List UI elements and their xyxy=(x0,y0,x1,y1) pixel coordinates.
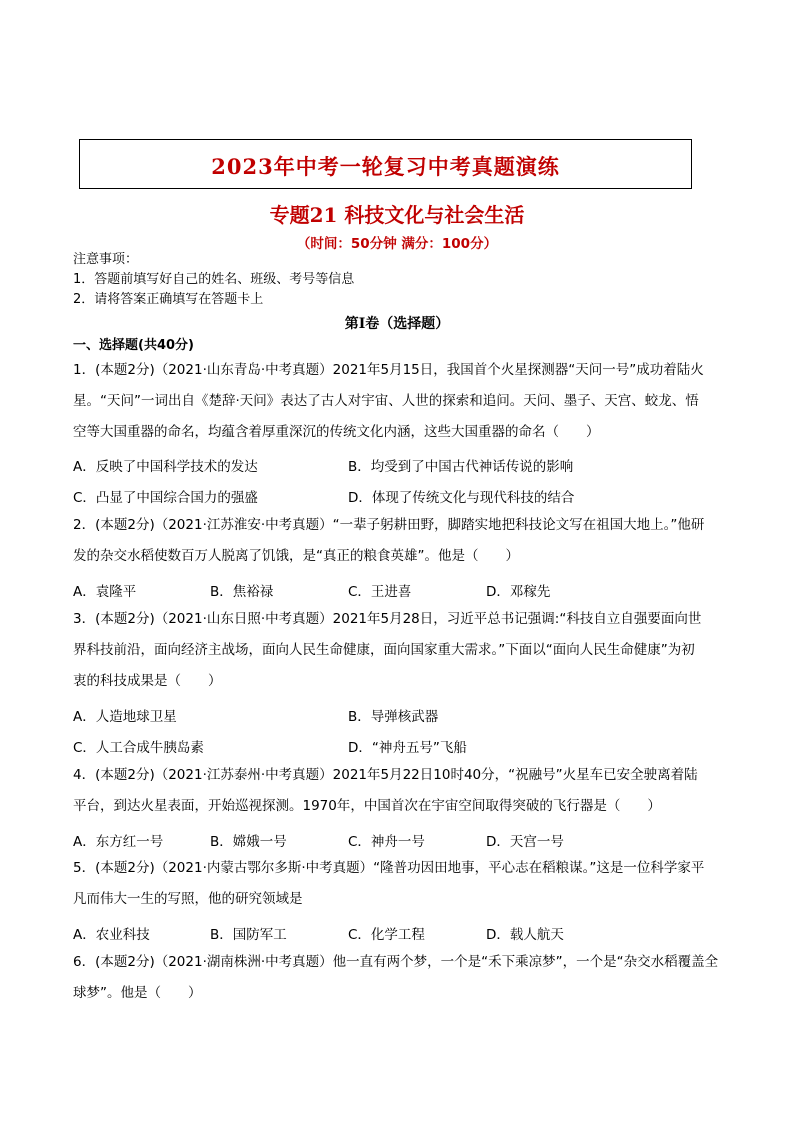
option-a[interactable]: A．袁隆平 xyxy=(73,584,137,600)
option-b[interactable]: B．导弹核武器 xyxy=(348,709,439,725)
question-line: 5．(本题2分)（2021·内蒙古鄂尔多斯·中考真题）“隆普功因田地事，平心志在稻粮谋。”这是一位科学家平 xyxy=(73,860,705,876)
option-b[interactable]: B．均受到了中国古代神话传说的影响 xyxy=(348,459,574,475)
question-line: 1．(本题2分)（2021·山东青岛·中考真题）2021年5月15日，我国首个火星探测器“天问一号”成功着陆火 xyxy=(73,362,704,378)
question-5 xyxy=(73,853,723,915)
time-info: （时间：50分钟 满分：100分） xyxy=(296,236,498,252)
option-a[interactable]: A．农业科技 xyxy=(73,927,150,943)
question-line: 凡而伟大一生的写照，他的研究领域是 xyxy=(73,891,303,907)
question-3 xyxy=(73,604,723,697)
option-d[interactable]: D．天宫一号 xyxy=(486,834,564,850)
notice-item: 1．答题前填写好自己的姓名、班级、考号等信息 xyxy=(73,272,355,287)
question-line: 发的杂交水稻使数百万人脱离了饥饿，是“真正的粮食英雄”。他是（ ） xyxy=(73,548,519,564)
question-line: 衷的科技成果是（ ） xyxy=(73,673,222,689)
option-d[interactable]: D．“神舟五号”飞船 xyxy=(348,740,467,756)
option-d[interactable]: D．邓稼先 xyxy=(486,584,551,600)
question-line: 星。“天问”一词出自《楚辞·天问》表达了古人对宇宙、人世的探索和追问。天问、墨子、天宫、蛟龙、悟 xyxy=(73,393,699,409)
question-line: 2．(本题2分)（2021·江苏淮安·中考真题）“一辈子躬耕田野，脚踏实地把科技论文写在祖国大地上。”他研 xyxy=(73,517,705,533)
page-title: 2023年中考一轮复习中考真题演练 xyxy=(211,154,560,179)
option-c[interactable]: C．化学工程 xyxy=(348,927,425,943)
question-2 xyxy=(73,510,723,572)
question-line: 平台，到达火星表面，开始巡视探测。1970年，中国首次在宇宙空间取得突破的飞行器是（ ） xyxy=(73,798,661,814)
question-line: 4．(本题2分)（2021·江苏泰州·中考真题）2021年5月22日10时40分，“祝融号”火星车已安全驶离着陆 xyxy=(73,767,698,783)
notice-heading: 注意事项： xyxy=(73,252,139,267)
option-c[interactable]: C．人工合成牛胰岛素 xyxy=(73,740,204,756)
option-c[interactable]: C．凸显了中国综合国力的强盛 xyxy=(73,490,258,506)
option-a[interactable]: A．反映了中国科学技术的发达 xyxy=(73,459,258,475)
part-title: 第I卷（选择题） xyxy=(344,316,450,332)
question-line: 空等大国重器的命名，均蕴含着厚重深沉的传统文化内涵，这些大国重器的命名（ ） xyxy=(73,424,600,440)
option-b[interactable]: B．焦裕禄 xyxy=(210,584,274,600)
question-line: 球梦”。他是（ ） xyxy=(73,985,202,1001)
question-1 xyxy=(73,355,723,448)
option-c[interactable]: C．神舟一号 xyxy=(348,834,425,850)
question-4 xyxy=(73,760,723,822)
option-b[interactable]: B．嫦娥一号 xyxy=(210,834,287,850)
question-line: 界科技前沿，面向经济主战场，面向人民生命健康，面向国家重大需求。”下面以“面向人民生命健康”为初 xyxy=(73,642,695,658)
page-subtitle: 专题21 科技文化与社会生活 xyxy=(269,203,525,227)
option-b[interactable]: B．国防军工 xyxy=(210,927,287,943)
question-6 xyxy=(73,947,723,1009)
option-a[interactable]: A．东方红一号 xyxy=(73,834,164,850)
notice-item: 2．请将答案正确填写在答题卡上 xyxy=(73,292,264,307)
option-d[interactable]: D．体现了传统文化与现代科技的结合 xyxy=(348,490,575,506)
option-a[interactable]: A．人造地球卫星 xyxy=(73,709,177,725)
option-d[interactable]: D．载人航天 xyxy=(486,927,564,943)
question-line: 6．(本题2分)（2021·湖南株洲·中考真题）他一直有两个梦，一个是“禾下乘凉梦”，一个是“杂交水稻覆盖全 xyxy=(73,954,719,970)
option-c[interactable]: C．王进喜 xyxy=(348,584,412,600)
section-title: 一、选择题(共40分) xyxy=(73,338,194,353)
title-box xyxy=(79,139,692,189)
question-line: 3．(本题2分)（2021·山东日照·中考真题）2021年5月28日，习近平总书记强调:“科技自立自强要面向世 xyxy=(73,611,702,627)
